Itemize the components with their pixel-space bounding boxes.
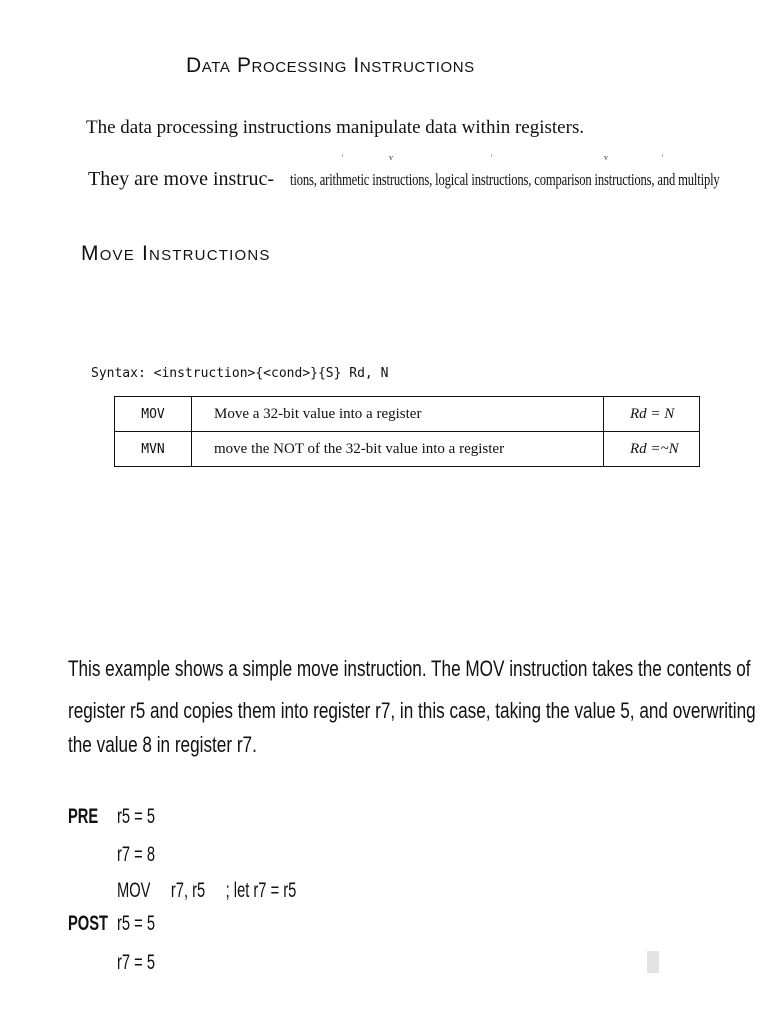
code-pre-label: PRE [68,805,99,828]
code-line: r5 = 5 [117,805,156,828]
table-row [115,432,700,467]
scan-artifact-mark: ' [662,153,664,162]
opcode-cell: MOV [115,397,192,432]
instruction-table [114,396,700,467]
intro-paragraph-line-2-continuation: tions, arithmetic instructions, logical instructions, comparison instructions, and multiply [290,170,720,189]
intro-paragraph-line-1: The data processing instructions manipulate data within registers. [86,117,585,138]
scan-artifact-mark: ' [491,153,493,162]
example-paragraph-line-2: register r5 and copies them into register r7, in this case, taking the value 5, and overwriting [68,698,756,723]
intro-paragraph-line-2: They are move instruc- [88,168,275,190]
code-line: r7 = 8 [117,843,156,866]
scan-artifact-mark: v [389,153,393,162]
table-row [115,397,700,432]
effect-cell: Rd =~N [604,432,700,467]
scan-artifact-mark: v [604,153,608,162]
example-paragraph-line-3: the value 8 in register r7. [68,732,257,757]
code-line: r5 = 5 [117,912,156,935]
example-paragraph-line-1: This example shows a simple move instruction. The MOV instruction takes the contents of [68,656,751,681]
scroll-marker [647,951,659,973]
description-cell: Move a 32-bit value into a register [192,397,604,432]
scan-artifact-mark: ' [342,153,344,162]
description-cell: move the NOT of the 32-bit value into a register [192,432,604,467]
page-title: Data Processing Instructions [186,54,475,77]
section-heading: Move Instructions [81,242,271,265]
syntax-line: Syntax: <instruction>{<cond>}{S} Rd, N [91,366,389,381]
opcode-cell: MVN [115,432,192,467]
code-line: MOV r7, r5 ; let r7 = r5 [117,879,297,902]
effect-cell: Rd = N [604,397,700,432]
code-post-label: POST [68,912,109,935]
code-line: r7 = 5 [117,951,156,974]
